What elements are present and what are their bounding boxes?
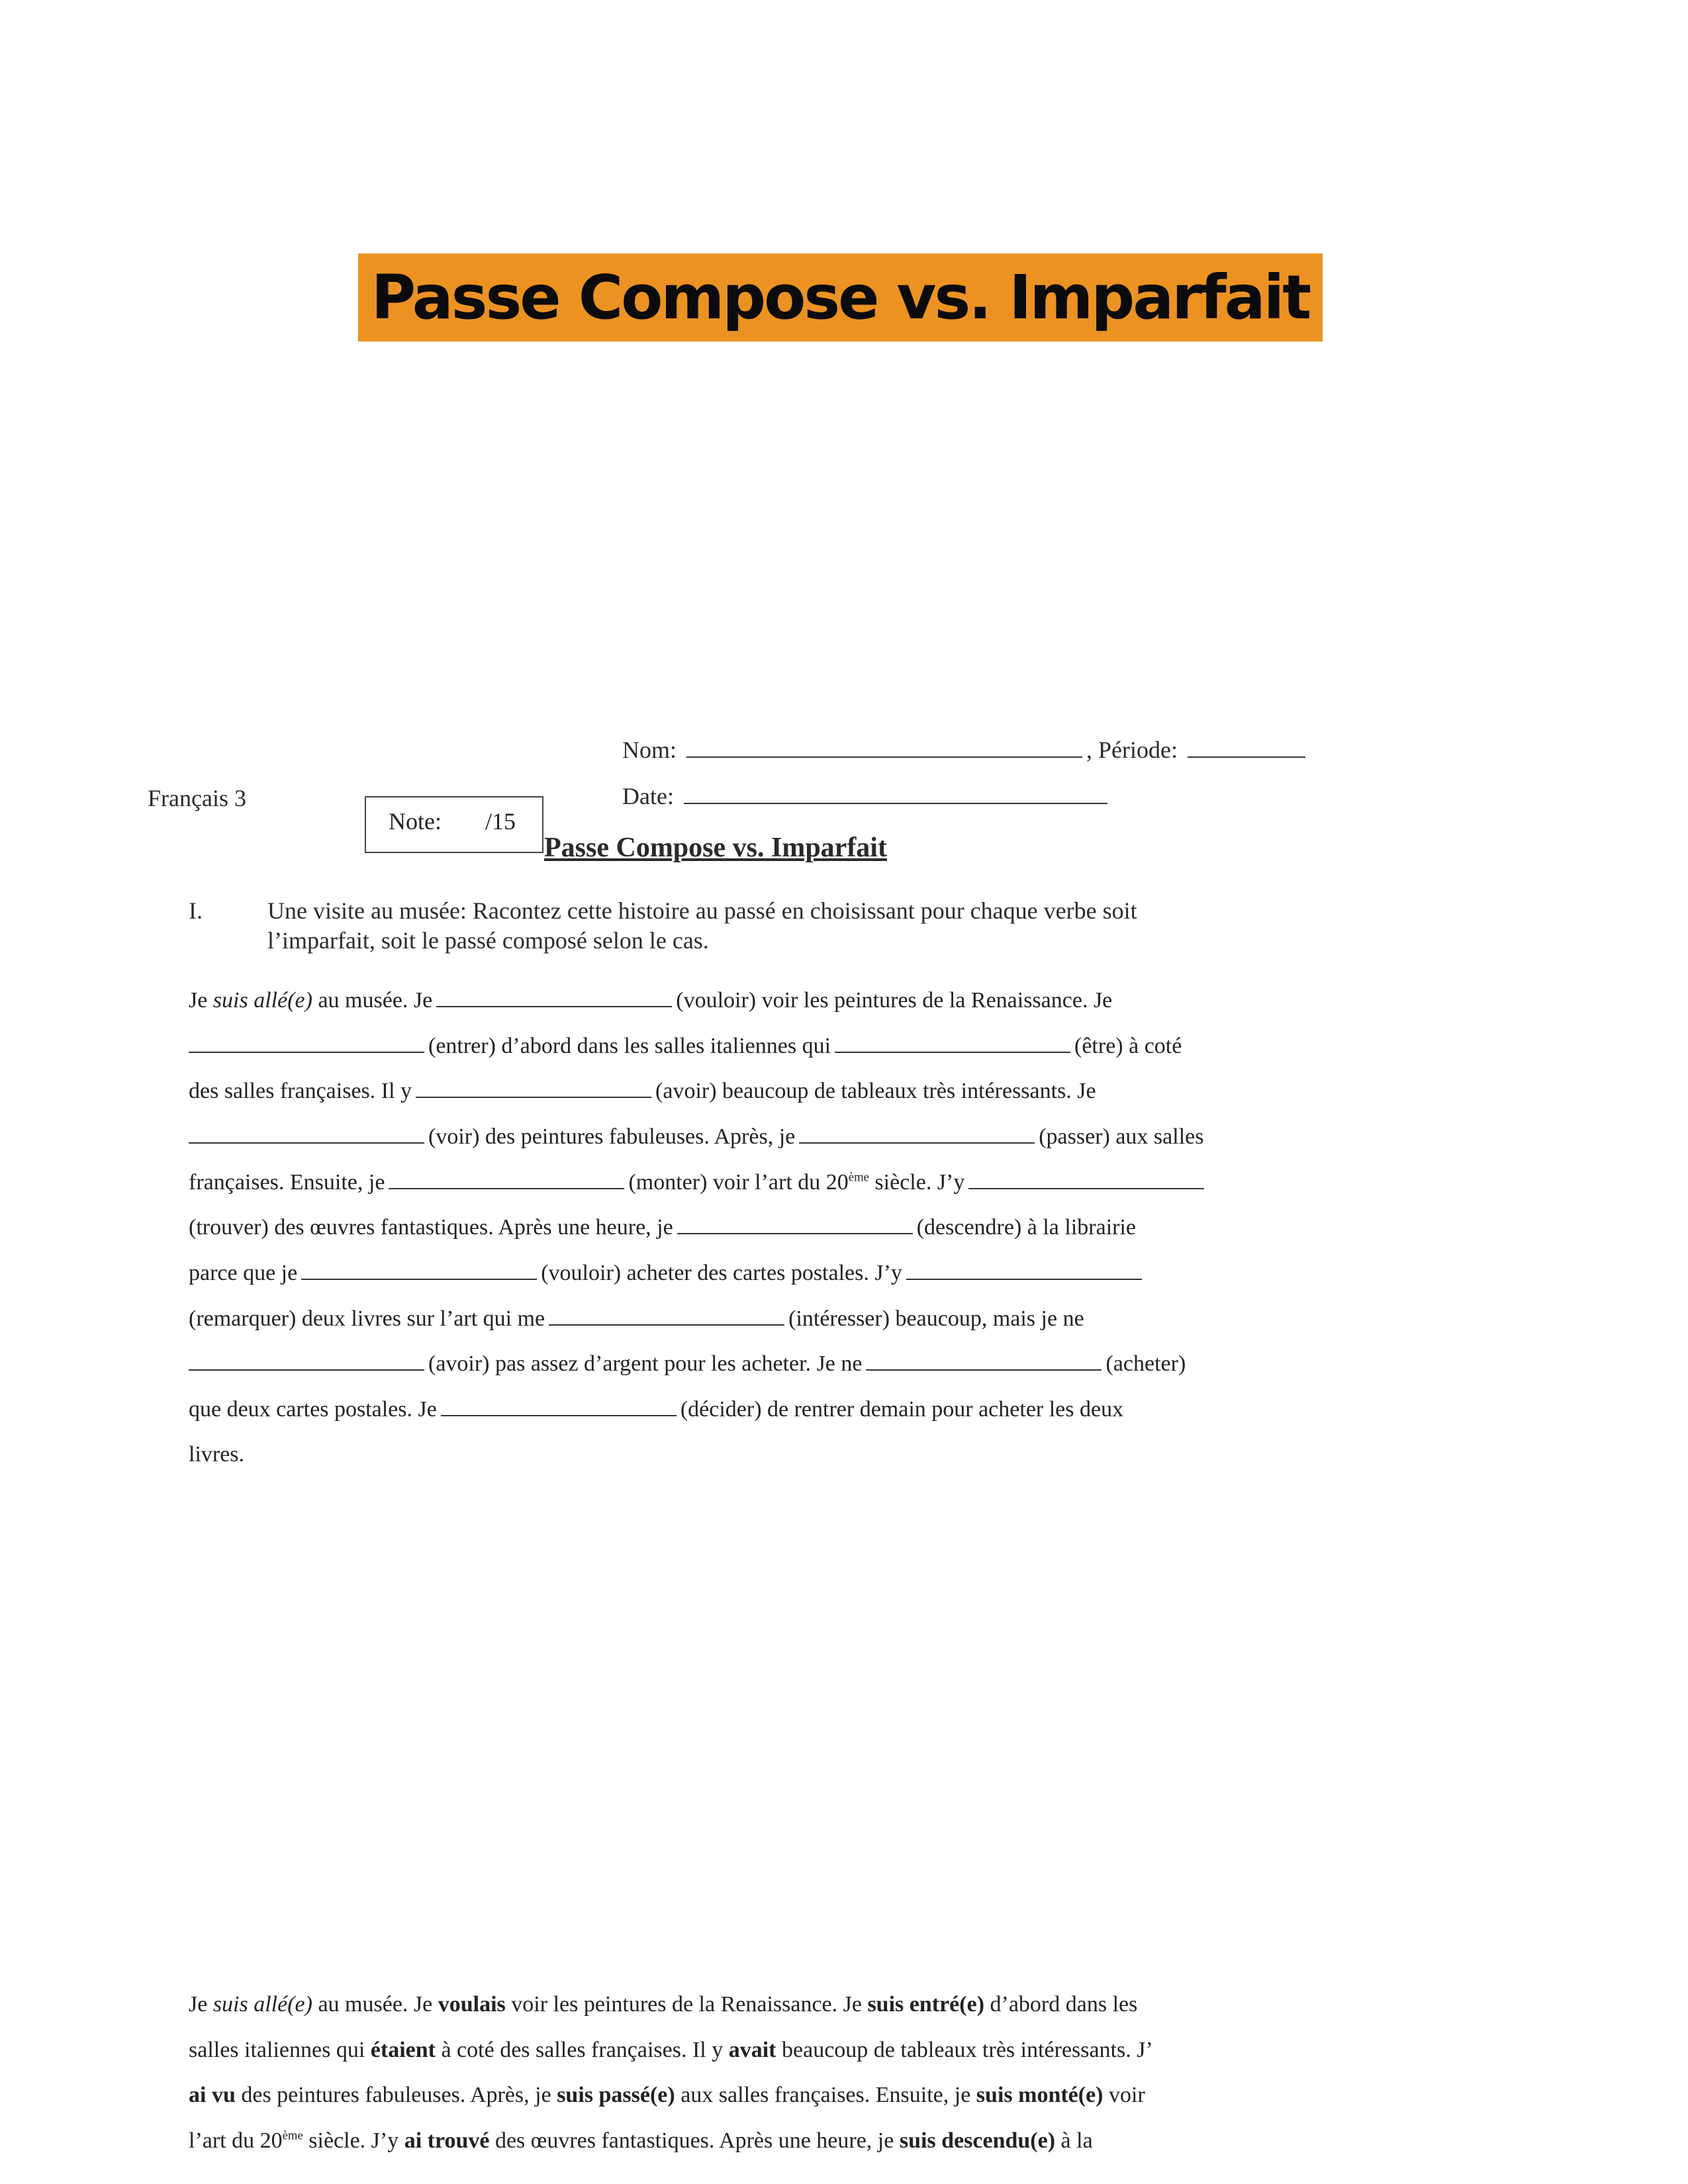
example-answer: suis allé(e) [212, 1992, 312, 2017]
text: (trouver) des œuvres fantastiques. Après une heure, je [189, 1215, 673, 1240]
text: livres. [189, 1442, 245, 1467]
date-blank [684, 803, 1107, 804]
exercise-line [189, 1306, 1084, 1332]
text: des œuvres fantastiques. Après une heure, je [494, 2128, 894, 2153]
nom-label: Nom: [622, 737, 677, 763]
banner-title: Passe Compose vs. Imparfait [371, 262, 1310, 333]
answer-verb: étaient [370, 2038, 436, 2062]
answer-verb: suis passé(e) [557, 2083, 675, 2107]
answer-blank [416, 1097, 651, 1098]
exercise-line [189, 1442, 244, 1467]
text: au musée. Je [318, 988, 433, 1013]
answer-blank [189, 1142, 424, 1144]
answer-verb: avait [728, 2038, 776, 2062]
answer-verb: suis descendu(e) [899, 2128, 1056, 2153]
text: (acheter) [1105, 1351, 1186, 1376]
text: Je [189, 1992, 208, 2017]
answer-blank [906, 1279, 1142, 1280]
answer-blank [799, 1142, 1035, 1144]
text: d’abord dans les [990, 1992, 1138, 2017]
answer-verb: suis monté(e) [976, 2083, 1103, 2107]
answer-blank [866, 1369, 1102, 1371]
text: aux salles françaises. Ensuite, je [680, 2083, 971, 2107]
answer-verb: ai trouvé [404, 2128, 490, 2153]
exercise-line [189, 1034, 1182, 1059]
text: parce que je [189, 1261, 298, 1285]
exercise-line [189, 1261, 1146, 1286]
text: siècle. J’y [308, 2128, 399, 2153]
answer-blank [301, 1279, 537, 1280]
worksheet-title: Passe Compose vs. Imparfait [544, 833, 887, 863]
exercise-line [189, 1079, 1096, 1104]
text: des salles françaises. Il y [189, 1079, 412, 1103]
date-row [622, 782, 1111, 810]
superscript: ème [848, 1170, 869, 1185]
exercise-line [189, 1124, 1203, 1150]
nom-row [622, 736, 1309, 764]
exercise-line [189, 1397, 1123, 1422]
text: françaises. Ensuite, je [189, 1170, 385, 1195]
exercise-line [189, 988, 1112, 1013]
answer-blank [389, 1188, 624, 1189]
exercise-line [189, 1170, 1208, 1195]
instruction-line-2: l’imparfait, soit le passé composé selon le cas. [267, 927, 709, 954]
answer-blank [441, 1415, 677, 1416]
answer-verb: voulais [438, 1992, 506, 2017]
text: (descendre) à la librairie [916, 1215, 1137, 1240]
text: voir les peintures de la Renaissance. Je [511, 1992, 862, 2017]
text: (remarquer) deux livres sur l’art qui me [189, 1306, 545, 1331]
text: l’art du 20 [189, 2128, 283, 2153]
answer-line [189, 2038, 1153, 2063]
note-label: Note: [389, 808, 442, 835]
text: (être) à coté [1074, 1034, 1182, 1058]
text: (intéresser) beaucoup, mais je ne [788, 1306, 1084, 1331]
answer-blank [189, 1369, 424, 1371]
text: que deux cartes postales. Je [189, 1397, 437, 1422]
answer-line [189, 2083, 1145, 2108]
answer-verb: ai vu [189, 2083, 236, 2107]
answer-blank [189, 1052, 424, 1053]
superscript: ème [282, 2128, 303, 2143]
text: siècle. J’y [874, 1170, 965, 1195]
text: à coté des salles françaises. Il y [441, 2038, 724, 2062]
text: (décider) de rentrer demain pour acheter les deux [680, 1397, 1124, 1422]
text: (avoir) pas assez d’argent pour les acheter. Je ne [428, 1351, 863, 1376]
note-box [365, 796, 543, 853]
text: (entrer) d’abord dans les salles italiennes qui [428, 1034, 831, 1058]
text: Je [189, 988, 208, 1013]
text: au musée. Je [318, 1992, 433, 2017]
answer-blank [549, 1324, 784, 1326]
text: (passer) aux salles [1039, 1124, 1204, 1149]
answer-blank [835, 1052, 1070, 1053]
exercise-line [189, 1351, 1186, 1377]
course-name: Français 3 [148, 785, 246, 811]
section-number: I. [189, 897, 203, 924]
periode-blank [1188, 756, 1305, 758]
answer-line [189, 1992, 1137, 2017]
note-score: /15 [485, 808, 516, 835]
answer-verb: suis entré(e) [867, 1992, 985, 2017]
text: beaucoup de tableaux très intéressants. J’ [782, 2038, 1153, 2062]
nom-blank [686, 756, 1082, 758]
answer-blank [436, 1006, 672, 1007]
text: salles italiennes qui [189, 2038, 365, 2062]
answer-blank [968, 1188, 1204, 1189]
banner [358, 253, 1323, 341]
text: voir [1109, 2083, 1145, 2107]
instruction-line-1: Une visite au musée: Racontez cette histoire au passé en choisissant pour chaque verbe soit [267, 897, 1137, 924]
text: (vouloir) voir les peintures de la Renaissance. Je [676, 988, 1113, 1013]
text: (vouloir) acheter des cartes postales. J’y [541, 1261, 902, 1285]
text: (voir) des peintures fabuleuses. Après, je [428, 1124, 796, 1149]
text: des peintures fabuleuses. Après, je [241, 2083, 551, 2107]
date-label: Date: [622, 783, 674, 809]
answer-blank [677, 1233, 913, 1234]
exercise-line [189, 1215, 1136, 1240]
example-answer: suis allé(e) [212, 988, 312, 1013]
text: à la [1060, 2128, 1093, 2153]
text: (monter) voir l’art du 20 [628, 1170, 849, 1195]
answer-line [189, 2128, 1093, 2154]
text: (avoir) beaucoup de tableaux très intéressants. Je [655, 1079, 1096, 1103]
periode-label: , Période: [1086, 737, 1178, 763]
